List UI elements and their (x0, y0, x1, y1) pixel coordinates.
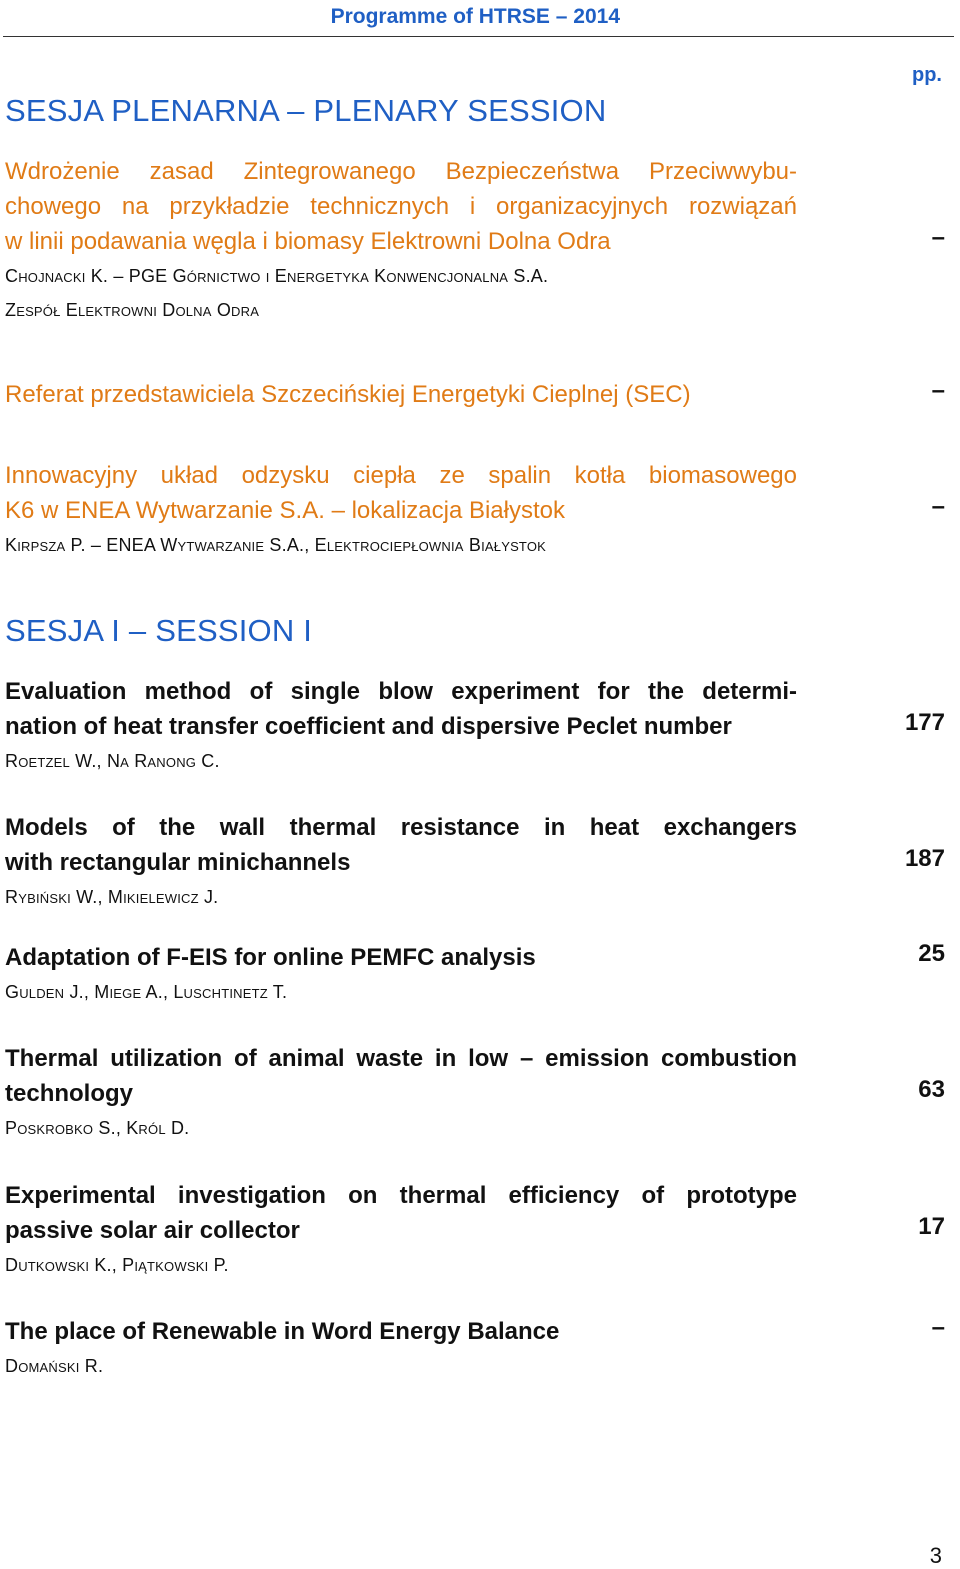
header-rule (3, 36, 954, 37)
entry-title-line: Adaptation of F-EIS for online PEMFC analysis (5, 944, 536, 971)
entry-title-line: passive solar air collector (5, 1217, 300, 1244)
entry-title-line: Thermal utilization of animal waste in low – emission combustion (5, 1045, 797, 1072)
programme-entry (5, 154, 945, 327)
entry-page: 187 (904, 845, 945, 872)
entry-title (5, 810, 797, 880)
entry-authors-line: Poskrobko S., Król D. (5, 1118, 190, 1138)
pages-column-label: pp. (912, 64, 942, 86)
programme-entry (5, 810, 945, 914)
programme-entry (5, 940, 945, 1009)
entry-page: – (931, 493, 945, 520)
entry-authors-line: Domański R. (5, 1356, 104, 1376)
header-title: Programme of HTRSE – 2014 (330, 5, 620, 28)
entry-title (5, 458, 797, 528)
entry-page: 177 (904, 709, 945, 736)
programme-entry (5, 1314, 945, 1383)
page-header (0, 0, 960, 38)
programme-entry (5, 674, 945, 778)
entry-authors-line: Chojnacki K. – PGE Górnictwo i Energetyka Konwencjonalna S.A. (5, 266, 549, 286)
entry-title-line: The place of Renewable in Word Energy Balance (5, 1318, 560, 1345)
entry-title (5, 674, 797, 744)
page-number: 3 (929, 1543, 942, 1568)
entry-title (5, 1178, 797, 1248)
entry-authors-line: Kirpsza P. – ENEA Wytwarzanie S.A., Elektrociepłownia Białystok (5, 535, 547, 555)
entry-title-line: with rectangular minichannels (5, 849, 351, 876)
entry-authors-line: Rybiński W., Mikielewicz J. (5, 887, 219, 907)
entry-authors-line: Zespół Elektrowni Dolna Odra (5, 300, 260, 320)
entry-title-line: Referat przedstawiciela Szczecińskiej Energetyki Cieplnej (SEC) (5, 381, 691, 408)
section-heading-session-1: SESJA I – SESSION I (5, 613, 313, 648)
entry-title-line: Experimental investigation on thermal efficiency of prototype (5, 1182, 797, 1209)
entry-page: – (931, 224, 945, 251)
entry-authors-line: Gulden J., Miege A., Luschtinetz T. (5, 982, 288, 1002)
section-heading-plenary: SESJA PLENARNA – PLENARY SESSION (5, 93, 607, 128)
entry-authors-line: Roetzel W., Na Ranong C. (5, 751, 220, 771)
entry-title (5, 377, 797, 412)
entry-title-line: chowego na przykładzie technicznych i organizacyjnych rozwiązań (5, 193, 797, 220)
programme-entry (5, 458, 945, 562)
entry-title-line: Innowacyjny układ odzysku ciepła ze spalin kotła biomasowego (5, 462, 797, 489)
entry-page: – (931, 1314, 945, 1341)
entry-title (5, 940, 797, 975)
entry-authors-line: Dutkowski K., Piątkowski P. (5, 1255, 229, 1275)
entry-title (5, 1314, 797, 1349)
entry-title (5, 154, 797, 259)
entry-title-line: Evaluation method of single blow experiment for the determi- (5, 678, 797, 705)
entry-title-line: w linii podawania węgla i biomasy Elektrowni Dolna Odra (5, 228, 611, 255)
entry-title-line: technology (5, 1080, 134, 1107)
programme-entry (5, 1178, 945, 1282)
entry-title-line: K6 w ENEA Wytwarzanie S.A. – lokalizacja Białystok (5, 497, 566, 524)
entry-title (5, 1041, 797, 1111)
entry-page: 25 (918, 940, 945, 967)
programme-entry (5, 377, 945, 412)
entry-page: 63 (918, 1076, 945, 1103)
entry-title-line: nation of heat transfer coefficient and dispersive Peclet number (5, 713, 732, 740)
entry-page: – (931, 377, 945, 404)
entry-page: 17 (918, 1213, 945, 1240)
entry-title-line: Wdrożenie zasad Zintegrowanego Bezpieczeństwa Przeciwwybu- (5, 158, 797, 185)
entry-title-line: Models of the wall thermal resistance in heat exchangers (5, 814, 797, 841)
programme-entry (5, 1041, 945, 1145)
